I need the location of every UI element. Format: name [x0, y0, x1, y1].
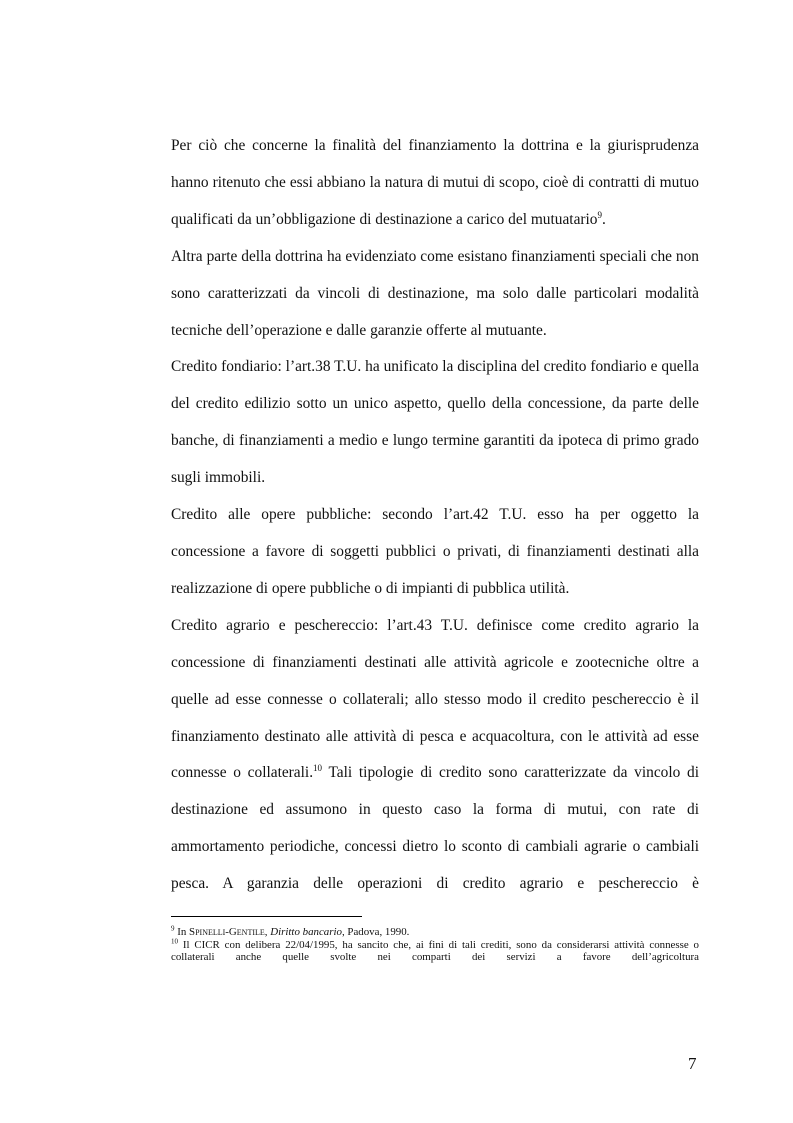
- paragraph-credito-fondiario: Credito fondiario: l’art.38 T.U. ha unificato la disciplina del credito fondiario e quella del credito edilizio sotto un unico aspetto, quello della concessione, da parte delle banche, di finanziamenti a medio e lungo termine garantiti da ipoteca di primo grado sugli immobili.: [171, 358, 699, 487]
- footnote-separator: [171, 916, 362, 917]
- footnote-author: Spinelli-Gentile: [189, 926, 265, 938]
- footnote-10: [171, 936, 699, 964]
- footnote-ref-9[interactable]: 9: [597, 209, 602, 220]
- paragraph-text: Credito agrario e peschereccio: l’art.43 T.U. definisce come credito agrario la concessione di finanziamenti destinati alle attività agricole e zootecniche oltre a quelle ad esse connesse o collaterali; allo stesso modo il credito peschereccio è il finanziamento destinato alle attività di pesca e acquacoltura, con le attività ad esse connesse o collaterali.: [171, 616, 699, 782]
- paragraph-text-tail: Tali tipologie di credito sono caratterizzate da vincolo di destinazione ed assumono in questo caso la forma di mutui, con rate di ammortamento periodiche, concessi dietro lo sconto di cambiali agrarie o cambiali pesca. A garanzia delle operazioni di credito agrario e peschereccio è: [171, 764, 699, 893]
- footnote-9: [171, 926, 699, 939]
- footnote-text: In: [174, 926, 190, 938]
- footnote-text: , Padova, 1990.: [341, 926, 410, 938]
- paragraph-credito-opere-pubbliche: Credito alle opere pubbliche: secondo l’art.42 T.U. esso ha per oggetto la concessione a favore di soggetti pubblici o privati, di finanziamenti destinati alla realizzazione di opere pubbliche o di impianti di pubblica utilità.: [171, 506, 699, 597]
- paragraph-credito-agrario: [171, 608, 699, 903]
- footnotes: [171, 926, 699, 964]
- body-text: [171, 128, 699, 903]
- footnote-text: ,: [264, 926, 271, 938]
- footnote-ref-10[interactable]: 10: [313, 763, 323, 774]
- footnote-number: 9: [171, 924, 175, 933]
- footnote-text: Il CICR con delibera 22/04/1995, ha sancito che, ai fini di tali crediti, sono da considerarsi attività connesse o collaterali anche quelle svolte nei comparti dei servizi a favore dell’agricoltura: [171, 938, 699, 964]
- paragraph-text: Per ciò che concerne la finalità del finanziamento la dottrina e la giurisprudenza hanno ritenuto che essi abbiano la natura di mutui di scopo, cioè di contratti di mutuo qualificati da un’obbligazione di destinazione a carico del mutuatario: [171, 137, 699, 228]
- footnote-number: 10: [171, 936, 178, 945]
- footnote-title: Diritto bancario: [270, 926, 342, 938]
- page-number: 7: [688, 1054, 697, 1073]
- paragraph-text-tail: .: [602, 210, 606, 228]
- paragraph-finalita: [171, 128, 699, 239]
- paragraph-altra-parte: Altra parte della dottrina ha evidenziato come esistano finanziamenti speciali che non sono caratterizzati da vincoli di destinazione, ma solo dalle particolari modalità tecniche dell’operazione e dalle garanzie offerte al mutuante.: [171, 247, 699, 339]
